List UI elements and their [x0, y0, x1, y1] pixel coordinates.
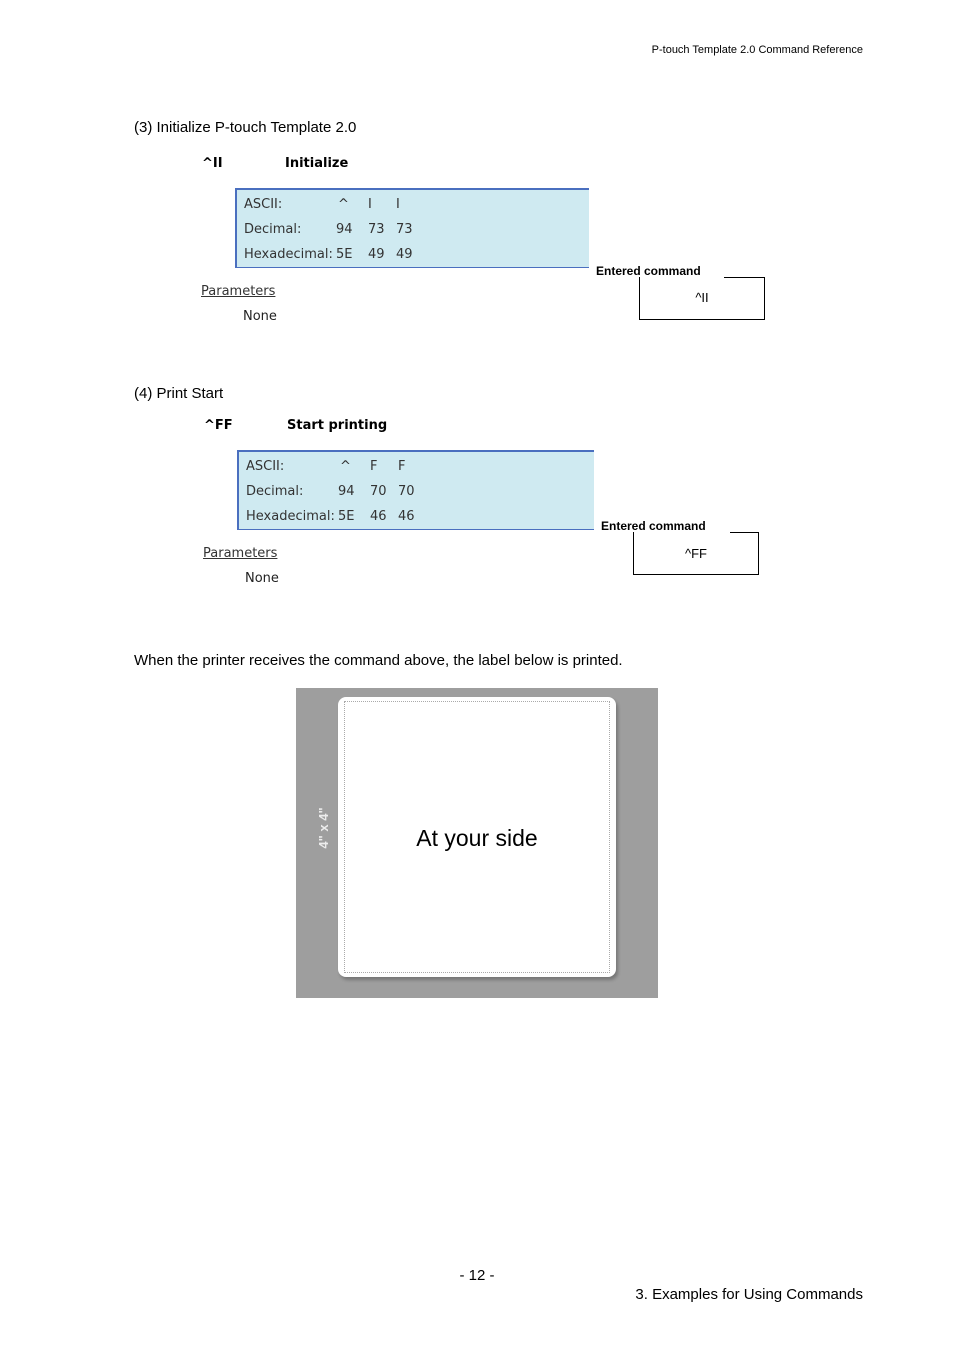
row-value: 73 [368, 222, 385, 237]
row-value: 49 [368, 247, 385, 262]
code-table-print-start [237, 450, 594, 530]
command-code: ^FF [204, 418, 233, 433]
row-label: Hexadecimal: [244, 247, 333, 262]
label-text: At your side [416, 825, 538, 851]
label-preview-image [296, 688, 658, 998]
command-code: ^II [202, 156, 223, 171]
section-title-print-start: (4) Print Start [134, 385, 224, 402]
section-title-initialize: (3) Initialize P-touch Template 2.0 [134, 119, 357, 136]
command-name: Start printing [287, 418, 388, 433]
row-value: 70 [370, 484, 387, 499]
row-value: 73 [396, 222, 413, 237]
entered-command-label: Entered command [601, 519, 706, 533]
footer-chapter: 3. Examples for Using Commands [635, 1286, 863, 1303]
label-card [338, 697, 616, 977]
row-value: 94 [338, 484, 355, 499]
row-value: I [368, 197, 372, 212]
header-title: P-touch Template 2.0 Command Reference [651, 44, 863, 56]
parameters-value: None [243, 309, 277, 324]
row-value: 46 [398, 509, 415, 524]
row-value: ^ [340, 459, 351, 474]
row-value: 70 [398, 484, 415, 499]
parameters-label: Parameters [203, 546, 278, 561]
row-value: 94 [336, 222, 353, 237]
row-value: 5E [336, 247, 353, 262]
row-value: 46 [370, 509, 387, 524]
entered-command-label: Entered command [596, 264, 701, 278]
row-label: Decimal: [246, 484, 304, 499]
parameters-label: Parameters [201, 284, 276, 299]
row-value: I [396, 197, 400, 212]
row-label: ASCII: [244, 197, 283, 212]
code-table-initialize [235, 188, 589, 268]
entered-command-value: ^II [695, 290, 709, 305]
row-value: F [398, 459, 406, 474]
command-name: Initialize [285, 156, 349, 171]
row-value: 5E [338, 509, 355, 524]
parameters-value: None [245, 571, 279, 586]
row-label: Hexadecimal: [246, 509, 335, 524]
row-value: 49 [396, 247, 413, 262]
description-text: When the printer receives the command above, the label below is printed. [134, 652, 623, 669]
label-size-tag: 4" x 4" [316, 807, 331, 849]
entered-command-value: ^FF [685, 546, 707, 561]
entered-command-box [639, 277, 765, 320]
row-label: ASCII: [246, 459, 285, 474]
row-label: Decimal: [244, 222, 302, 237]
entered-command-box [633, 532, 759, 575]
row-value: F [370, 459, 378, 474]
command-heading-print-start [204, 418, 388, 436]
command-heading-initialize [202, 156, 352, 174]
row-value: ^ [338, 197, 349, 212]
page-number: - 12 - [459, 1267, 495, 1284]
